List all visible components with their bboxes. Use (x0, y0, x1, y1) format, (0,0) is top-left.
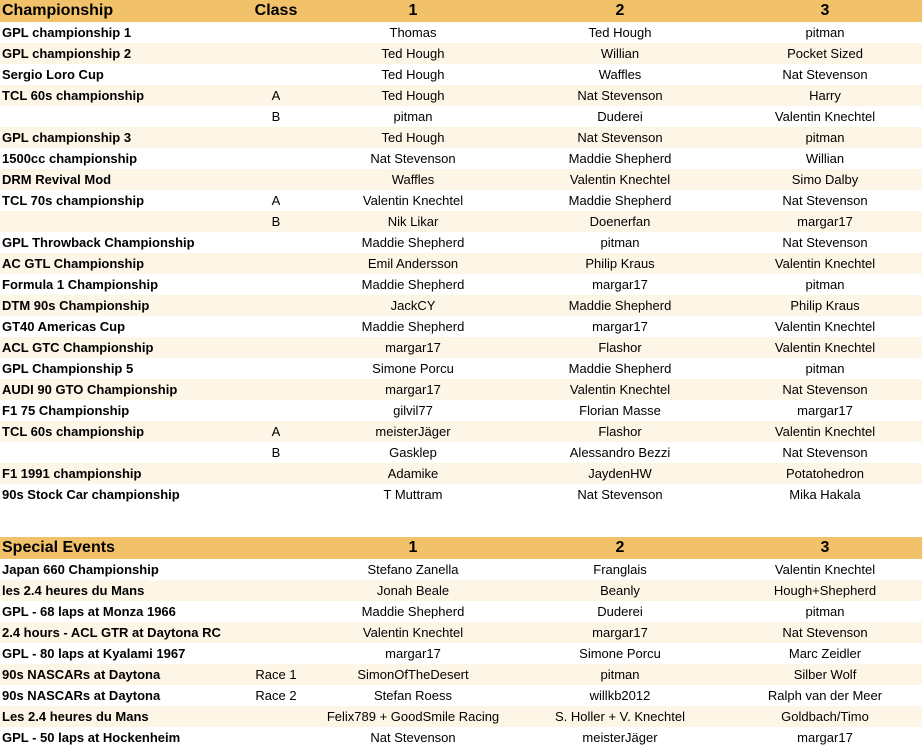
second-place: Nat Stevenson (512, 127, 728, 148)
class-cell: B (238, 211, 314, 232)
event-name (0, 211, 238, 232)
event-name: Les 2.4 heures du Mans (0, 706, 238, 727)
event-name: GT40 Americas Cup (0, 316, 238, 337)
event-name (0, 106, 238, 127)
event-name: F1 75 Championship (0, 400, 238, 421)
table-row (0, 442, 922, 463)
table-row (0, 106, 922, 127)
header-first: 1 (314, 537, 512, 559)
second-place: pitman (512, 664, 728, 685)
third-place: Valentin Knechtel (728, 559, 922, 580)
third-place: Nat Stevenson (728, 64, 922, 85)
third-place: Valentin Knechtel (728, 421, 922, 442)
class-cell (238, 559, 314, 580)
event-name: 90s NASCARs at Daytona (0, 664, 238, 685)
second-place: Willian (512, 43, 728, 64)
class-cell (238, 484, 314, 505)
second-place: Valentin Knechtel (512, 169, 728, 190)
table-row (0, 43, 922, 64)
third-place: pitman (728, 22, 922, 43)
third-place: Nat Stevenson (728, 622, 922, 643)
third-place: Ralph van der Meer (728, 685, 922, 706)
event-name: Sergio Loro Cup (0, 64, 238, 85)
event-name: AUDI 90 GTO Championship (0, 379, 238, 400)
third-place: Pocket Sized (728, 43, 922, 64)
table-row (0, 643, 922, 664)
header-class (238, 537, 314, 559)
class-cell (238, 274, 314, 295)
second-place: Flashor (512, 337, 728, 358)
third-place: pitman (728, 274, 922, 295)
class-cell: B (238, 442, 314, 463)
event-name: 2.4 hours - ACL GTR at Daytona RC (0, 622, 238, 643)
first-place: Felix789 + GoodSmile Racing (314, 706, 512, 727)
second-place: Duderei (512, 106, 728, 127)
second-place: JaydenHW (512, 463, 728, 484)
third-place: Willian (728, 148, 922, 169)
header-third: 3 (728, 0, 922, 22)
second-place: Maddie Shepherd (512, 190, 728, 211)
table-row (0, 253, 922, 274)
header-event: Special Events (0, 537, 238, 559)
event-name: GPL - 80 laps at Kyalami 1967 (0, 643, 238, 664)
second-place: Ted Hough (512, 22, 728, 43)
first-place: Maddie Shepherd (314, 274, 512, 295)
third-place: Simo Dalby (728, 169, 922, 190)
first-place: Ted Hough (314, 64, 512, 85)
first-place: gilvil77 (314, 400, 512, 421)
event-name: les 2.4 heures du Mans (0, 580, 238, 601)
table-row (0, 85, 922, 106)
second-place: Maddie Shepherd (512, 358, 728, 379)
class-cell (238, 643, 314, 664)
class-cell (238, 253, 314, 274)
class-cell (238, 43, 314, 64)
table-row (0, 727, 922, 748)
table-row (0, 379, 922, 400)
class-cell (238, 622, 314, 643)
second-place: Maddie Shepherd (512, 148, 728, 169)
event-name: AC GTL Championship (0, 253, 238, 274)
second-place: Duderei (512, 601, 728, 622)
second-place: Beanly (512, 580, 728, 601)
section-gap (0, 505, 922, 537)
class-cell: A (238, 190, 314, 211)
first-place: Valentin Knechtel (314, 190, 512, 211)
class-cell: Race 1 (238, 664, 314, 685)
third-place: Silber Wolf (728, 664, 922, 685)
third-place: Valentin Knechtel (728, 253, 922, 274)
second-place: Florian Masse (512, 400, 728, 421)
third-place: Philip Kraus (728, 295, 922, 316)
first-place: Ted Hough (314, 127, 512, 148)
third-place: Valentin Knechtel (728, 337, 922, 358)
first-place: meisterJäger (314, 421, 512, 442)
table-row (0, 211, 922, 232)
second-place: Flashor (512, 421, 728, 442)
second-place: Waffles (512, 64, 728, 85)
table-row (0, 148, 922, 169)
event-name: 90s Stock Car championship (0, 484, 238, 505)
second-place: pitman (512, 232, 728, 253)
event-name: TCL 60s championship (0, 85, 238, 106)
table-row (0, 685, 922, 706)
class-cell (238, 64, 314, 85)
second-place: S. Holler + V. Knechtel (512, 706, 728, 727)
third-place: Valentin Knechtel (728, 106, 922, 127)
table-row (0, 190, 922, 211)
first-place: Stefano Zanella (314, 559, 512, 580)
second-place: margar17 (512, 274, 728, 295)
event-name: ACL GTC Championship (0, 337, 238, 358)
second-place: Maddie Shepherd (512, 295, 728, 316)
event-name: GPL championship 2 (0, 43, 238, 64)
event-name: DRM Revival Mod (0, 169, 238, 190)
first-place: Ted Hough (314, 85, 512, 106)
third-place: Harry (728, 85, 922, 106)
third-place: margar17 (728, 727, 922, 748)
third-place: Hough+Shepherd (728, 580, 922, 601)
special-events-table (0, 537, 922, 748)
third-place: margar17 (728, 211, 922, 232)
table-row (0, 580, 922, 601)
header-second: 2 (512, 0, 728, 22)
table-row (0, 664, 922, 685)
third-place: Nat Stevenson (728, 442, 922, 463)
third-place: pitman (728, 358, 922, 379)
class-cell: A (238, 85, 314, 106)
third-place: margar17 (728, 400, 922, 421)
event-name: Japan 660 Championship (0, 559, 238, 580)
event-name: F1 1991 championship (0, 463, 238, 484)
first-place: Maddie Shepherd (314, 601, 512, 622)
first-place: Maddie Shepherd (314, 232, 512, 253)
table-row (0, 274, 922, 295)
championship-header-row (0, 0, 922, 22)
class-cell (238, 169, 314, 190)
event-name: 1500cc championship (0, 148, 238, 169)
class-cell (238, 148, 314, 169)
second-place: meisterJäger (512, 727, 728, 748)
second-place: Doenerfan (512, 211, 728, 232)
first-place: Valentin Knechtel (314, 622, 512, 643)
event-name: 90s NASCARs at Daytona (0, 685, 238, 706)
first-place: Emil Andersson (314, 253, 512, 274)
first-place: Simone Porcu (314, 358, 512, 379)
class-cell (238, 337, 314, 358)
first-place: SimonOfTheDesert (314, 664, 512, 685)
table-row (0, 169, 922, 190)
second-place: Nat Stevenson (512, 85, 728, 106)
event-name: GPL Throwback Championship (0, 232, 238, 253)
class-cell (238, 22, 314, 43)
third-place: pitman (728, 601, 922, 622)
class-cell (238, 295, 314, 316)
event-name: GPL Championship 5 (0, 358, 238, 379)
first-place: Maddie Shepherd (314, 316, 512, 337)
first-place: Nik Likar (314, 211, 512, 232)
first-place: Adamike (314, 463, 512, 484)
table-row (0, 64, 922, 85)
class-cell (238, 727, 314, 748)
third-place: Valentin Knechtel (728, 316, 922, 337)
table-row (0, 421, 922, 442)
third-place: Goldbach/Timo (728, 706, 922, 727)
first-place: margar17 (314, 337, 512, 358)
class-cell (238, 316, 314, 337)
header-second: 2 (512, 537, 728, 559)
first-place: Jonah Beale (314, 580, 512, 601)
table-row (0, 127, 922, 148)
table-row (0, 295, 922, 316)
first-place: margar17 (314, 379, 512, 400)
event-name: Formula 1 Championship (0, 274, 238, 295)
event-name: DTM 90s Championship (0, 295, 238, 316)
class-cell (238, 463, 314, 484)
table-row (0, 484, 922, 505)
second-place: Franglais (512, 559, 728, 580)
event-name: GPL championship 3 (0, 127, 238, 148)
first-place: Waffles (314, 169, 512, 190)
table-row (0, 463, 922, 484)
event-name (0, 442, 238, 463)
first-place: Thomas (314, 22, 512, 43)
class-cell (238, 379, 314, 400)
first-place: margar17 (314, 643, 512, 664)
second-place: Philip Kraus (512, 253, 728, 274)
header-event: Championship (0, 0, 238, 22)
header-class: Class (238, 0, 314, 22)
first-place: Nat Stevenson (314, 148, 512, 169)
third-place: Nat Stevenson (728, 190, 922, 211)
header-first: 1 (314, 0, 512, 22)
table-row (0, 22, 922, 43)
table-row (0, 358, 922, 379)
event-name: TCL 70s championship (0, 190, 238, 211)
class-cell: B (238, 106, 314, 127)
first-place: JackCY (314, 295, 512, 316)
class-cell (238, 601, 314, 622)
first-place: Ted Hough (314, 43, 512, 64)
first-place: pitman (314, 106, 512, 127)
table-row (0, 400, 922, 421)
first-place: Stefan Roess (314, 685, 512, 706)
third-place: Mika Hakala (728, 484, 922, 505)
second-place: Alessandro Bezzi (512, 442, 728, 463)
class-cell (238, 127, 314, 148)
third-place: Potatohedron (728, 463, 922, 484)
third-place: Marc Zeidler (728, 643, 922, 664)
table-row (0, 601, 922, 622)
third-place: Nat Stevenson (728, 379, 922, 400)
second-place: Valentin Knechtel (512, 379, 728, 400)
first-place: Nat Stevenson (314, 727, 512, 748)
table-row (0, 706, 922, 727)
table-row (0, 622, 922, 643)
third-place: Nat Stevenson (728, 232, 922, 253)
event-name: GPL - 68 laps at Monza 1966 (0, 601, 238, 622)
class-cell (238, 358, 314, 379)
event-name: GPL championship 1 (0, 22, 238, 43)
table-row (0, 232, 922, 253)
third-place: pitman (728, 127, 922, 148)
second-place: willkb2012 (512, 685, 728, 706)
event-name: GPL - 50 laps at Hockenheim (0, 727, 238, 748)
second-place: Simone Porcu (512, 643, 728, 664)
table-row (0, 559, 922, 580)
first-place: T Muttram (314, 484, 512, 505)
class-cell (238, 400, 314, 421)
header-third: 3 (728, 537, 922, 559)
first-place: Gasklep (314, 442, 512, 463)
event-name: TCL 60s championship (0, 421, 238, 442)
class-cell: A (238, 421, 314, 442)
second-place: Nat Stevenson (512, 484, 728, 505)
class-cell (238, 580, 314, 601)
second-place: margar17 (512, 622, 728, 643)
class-cell: Race 2 (238, 685, 314, 706)
class-cell (238, 232, 314, 253)
table-row (0, 337, 922, 358)
second-place: margar17 (512, 316, 728, 337)
special-header-row (0, 537, 922, 559)
class-cell (238, 706, 314, 727)
table-row (0, 316, 922, 337)
